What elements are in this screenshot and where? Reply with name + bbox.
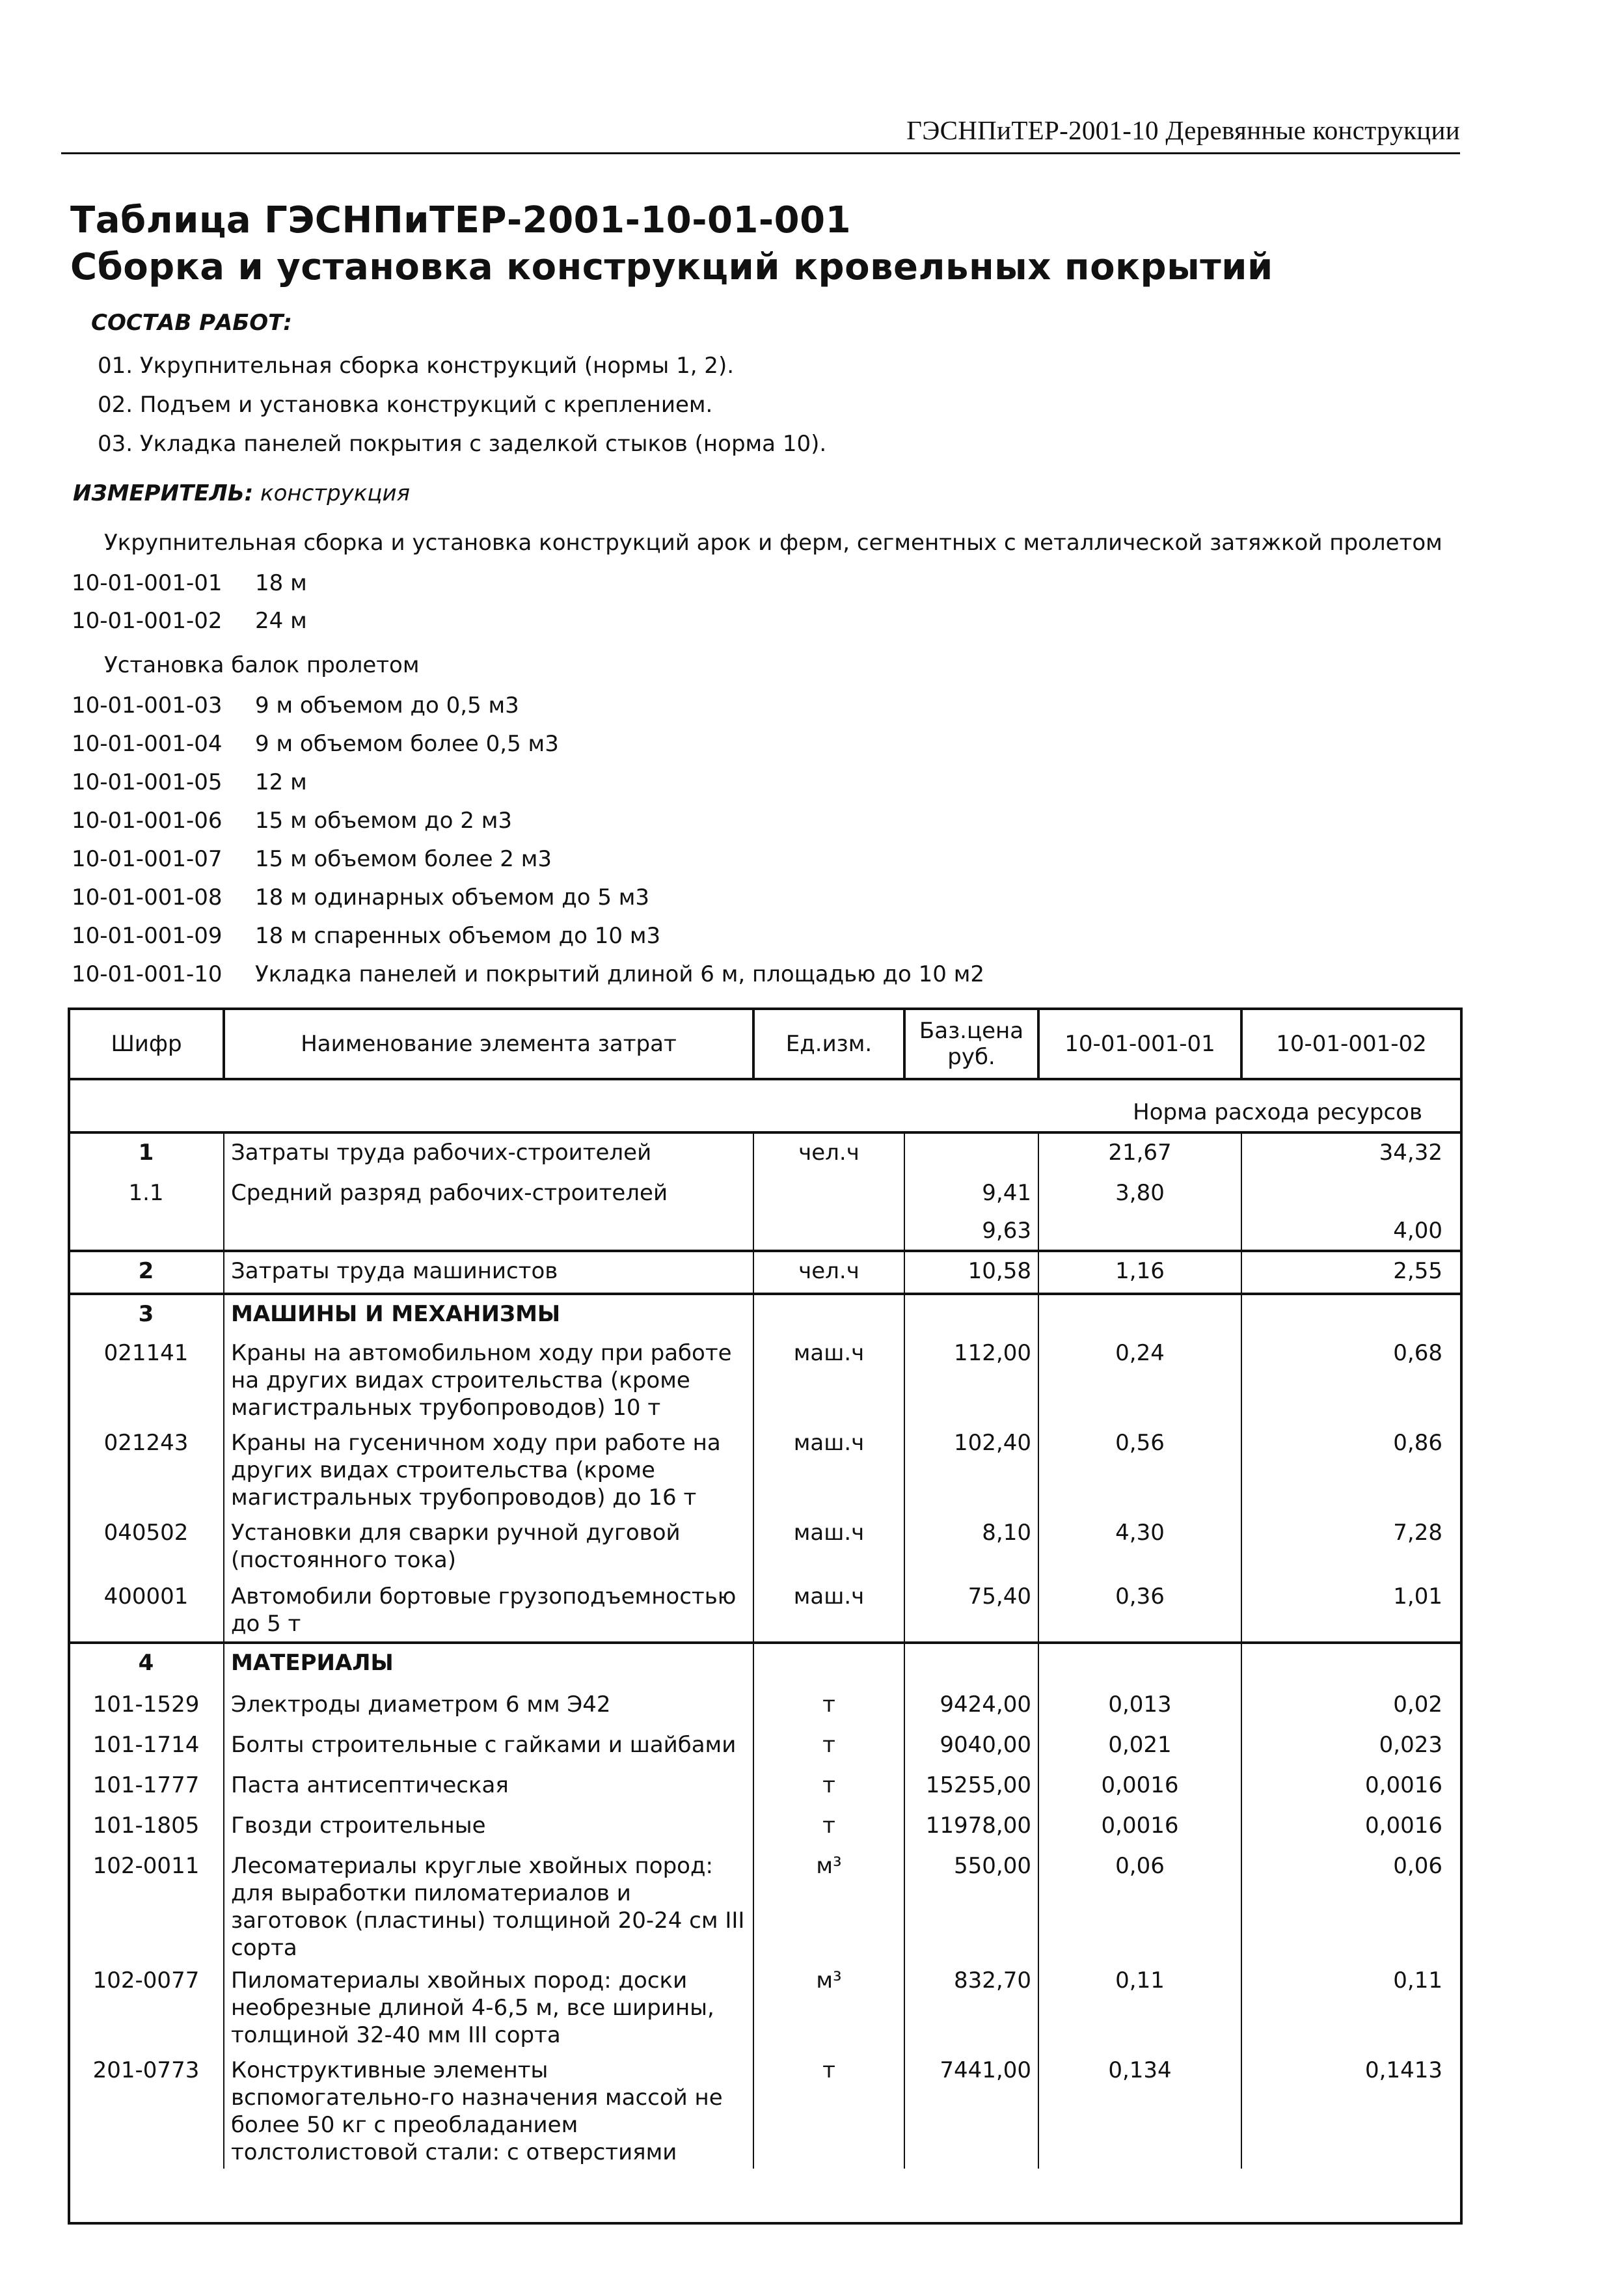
norm-desc: 9 м объемом до 0,5 м3 xyxy=(255,692,519,719)
table-row xyxy=(69,1578,1461,1643)
cell-norm-01 xyxy=(1038,1294,1241,1334)
composition-item: 01. Укрупнительная сборка конструкций (нормы 1, 2). xyxy=(98,353,735,379)
table-row xyxy=(69,2051,1461,2169)
cell-norm-02: 0,023 xyxy=(1241,1726,1461,1766)
table-row xyxy=(69,1251,1461,1294)
cell-price: 10,58 xyxy=(904,1251,1038,1294)
norm-desc: 15 м объемом до 2 м3 xyxy=(255,808,512,834)
cell-norm-02: 0,1413 xyxy=(1241,2051,1461,2169)
cell-code: 400001 xyxy=(103,1583,189,1610)
cell-unit xyxy=(753,1643,904,1686)
cell-code: 040502 xyxy=(103,1520,189,1546)
cell-norm-02 xyxy=(1241,1294,1461,1334)
cell-unit xyxy=(753,1212,904,1251)
cell-norm-01: 0,24 xyxy=(1038,1334,1241,1424)
col-header-code: Шифр xyxy=(69,1009,224,1079)
cell-norm-02: 0,06 xyxy=(1241,1847,1461,1962)
cell-norm-01: 0,11 xyxy=(1038,1962,1241,2051)
cell-name: Конструктивные элементы вспомогательно-го назначения массой не более 50 кг с преобладанием толстолистовой стали: с отверстиями xyxy=(224,2051,753,2169)
cell-price: 9040,00 xyxy=(904,1726,1038,1766)
norm-desc: 18 м xyxy=(255,570,307,596)
table-row xyxy=(69,1334,1461,1424)
cell-norm-02 xyxy=(1241,1643,1461,1686)
code-row xyxy=(72,769,307,795)
cell-unit: м³ xyxy=(753,1847,904,1962)
code-row xyxy=(72,692,519,719)
code-row xyxy=(72,961,984,987)
cell-price: 9424,00 xyxy=(904,1686,1038,1726)
cell-code: 2 xyxy=(69,1251,224,1294)
code-row xyxy=(72,608,307,634)
cell-price: 15255,00 xyxy=(904,1766,1038,1807)
cell-code xyxy=(69,1212,224,1251)
table-row xyxy=(69,1212,1461,1251)
cell-price: 550,00 xyxy=(904,1847,1038,1962)
cell-norm-02: 4,00 xyxy=(1241,1212,1461,1251)
norm-code: 10-01-001-02 xyxy=(72,608,223,634)
col-header-norm-01: 10-01-001-01 xyxy=(1038,1009,1241,1079)
cell-name: МАШИНЫ И МЕХАНИЗМЫ xyxy=(224,1294,753,1334)
cell-code: 201-0773 xyxy=(92,2057,200,2083)
cell-norm-02: 2,55 xyxy=(1241,1251,1461,1294)
norm-desc: 9 м объемом более 0,5 м3 xyxy=(255,731,559,757)
cell-norm-01: 0,56 xyxy=(1038,1424,1241,1514)
cell-unit: т xyxy=(753,1726,904,1766)
header-rule xyxy=(61,152,1460,154)
table-row xyxy=(69,1766,1461,1807)
norm-code: 10-01-001-04 xyxy=(72,731,223,757)
norm-caption: Норма расхода ресурсов xyxy=(1133,1099,1422,1125)
table-row xyxy=(69,1132,1461,1174)
norm-desc: Укладка панелей и покрытий длиной 6 м, площадью до 10 м2 xyxy=(255,961,985,987)
col-header-unit: Ед.изм. xyxy=(753,1009,904,1079)
cell-unit: маш.ч xyxy=(753,1424,904,1514)
code-row xyxy=(72,731,559,757)
cell-unit: маш.ч xyxy=(753,1578,904,1643)
cell-price: 7441,00 xyxy=(904,2051,1038,2169)
resource-table xyxy=(68,1007,1460,2222)
code-row xyxy=(72,923,660,949)
norm-caption-row xyxy=(69,1079,1461,1132)
norm-code: 10-01-001-07 xyxy=(72,846,223,872)
cell-code: 102-0011 xyxy=(92,1853,200,1879)
meter-value: конструкция xyxy=(260,480,411,506)
cell-name: Средний разряд рабочих-строителей xyxy=(224,1174,753,1212)
cell-name: Паста антисептическая xyxy=(224,1766,753,1807)
cell-price xyxy=(904,1294,1038,1334)
norm-code: 10-01-001-09 xyxy=(72,923,223,949)
cell-norm-01 xyxy=(1038,1643,1241,1686)
cell-price: 9,63 xyxy=(904,1212,1038,1251)
cell-code: 101-1714 xyxy=(92,1732,200,1758)
col-header-norm-02: 10-01-001-02 xyxy=(1241,1009,1461,1079)
norm-desc: 15 м объемом более 2 м3 xyxy=(255,846,552,872)
cell-code: 021243 xyxy=(103,1430,189,1456)
cell-price xyxy=(904,1643,1038,1686)
table-row xyxy=(69,1962,1461,2051)
cell-norm-02: 34,32 xyxy=(1241,1132,1461,1174)
cell-norm-02: 1,01 xyxy=(1241,1578,1461,1643)
cell-unit: т xyxy=(753,1686,904,1726)
cell-unit: т xyxy=(753,1807,904,1847)
cell-name: Пиломатериалы хвойных пород: доски необрезные длиной 4-6,5 м, все ширины, толщиной 32-40 мм III сорта xyxy=(224,1962,753,2051)
norm-code: 10-01-001-03 xyxy=(72,692,223,719)
cell-norm-02: 0,02 xyxy=(1241,1686,1461,1726)
cell-norm-01: 21,67 xyxy=(1038,1132,1241,1174)
col-header-price: Баз.цена руб. xyxy=(904,1009,1038,1079)
code-row xyxy=(72,884,649,911)
cell-price: 112,00 xyxy=(904,1334,1038,1424)
cell-norm-02: 0,11 xyxy=(1241,1962,1461,2051)
meter-line xyxy=(73,480,410,506)
code-row xyxy=(72,808,512,834)
cell-code: 1 xyxy=(69,1132,224,1174)
norm-desc: 18 м спаренных объемом до 10 м3 xyxy=(255,923,661,949)
cell-code: 021141 xyxy=(103,1340,189,1366)
cell-name: Гвозди строительные xyxy=(224,1807,753,1847)
table-row xyxy=(69,1686,1461,1726)
composition-label: СОСТАВ РАБОТ: xyxy=(91,310,292,336)
cell-unit: маш.ч xyxy=(753,1514,904,1578)
code-row xyxy=(72,846,552,872)
cell-norm-02: 0,86 xyxy=(1241,1424,1461,1514)
cell-name: Болты строительные с гайками и шайбами xyxy=(224,1726,753,1766)
cell-code: 101-1777 xyxy=(92,1772,200,1798)
cell-unit: т xyxy=(753,1766,904,1807)
cell-price: 75,40 xyxy=(904,1578,1038,1643)
cell-name: Краны на гусеничном ходу при работе на других видах строительства (кроме магистральных трубопроводов) до 16 т xyxy=(224,1424,753,1514)
cell-code: 101-1805 xyxy=(92,1813,200,1839)
code-row xyxy=(72,570,307,596)
group-heading: Укрупнительная сборка и установка конструкций арок и ферм, сегментных с металлической затяжкой пролетом xyxy=(104,530,1442,556)
cell-norm-02 xyxy=(1241,1174,1461,1212)
cell-code: 3 xyxy=(69,1294,224,1334)
norm-code: 10-01-001-10 xyxy=(72,961,223,987)
norm-code: 10-01-001-08 xyxy=(72,884,223,911)
cell-norm-02: 0,0016 xyxy=(1241,1807,1461,1847)
cell-code: 102-0077 xyxy=(92,1967,200,1994)
norm-desc: 12 м xyxy=(255,769,307,795)
composition-item: 02. Подъем и установка конструкций с креплением. xyxy=(98,392,713,418)
cell-name: Краны на автомобильном ходу при работе на других видах строительства (кроме магистральных трубопроводов) 10 т xyxy=(224,1334,753,1424)
cell-norm-01: 0,013 xyxy=(1038,1686,1241,1726)
cell-unit xyxy=(753,1294,904,1334)
cell-norm-01: 0,06 xyxy=(1038,1847,1241,1962)
cell-code: 101-1529 xyxy=(92,1692,200,1718)
norm-code: 10-01-001-06 xyxy=(72,808,223,834)
table-row xyxy=(69,1847,1461,1962)
cell-norm-01: 4,30 xyxy=(1038,1514,1241,1578)
cell-norm-02: 7,28 xyxy=(1241,1514,1461,1578)
cell-code: 1.1 xyxy=(128,1180,164,1206)
cell-name xyxy=(224,1212,753,1251)
cell-price xyxy=(904,1132,1038,1174)
table-row xyxy=(69,1424,1461,1514)
cell-norm-01: 0,36 xyxy=(1038,1578,1241,1643)
cell-price: 102,40 xyxy=(904,1424,1038,1514)
cell-name: Лесоматериалы круглые хвойных пород: для выработки пиломатериалов и заготовок (пластины) толщиной 20-24 см III сорта xyxy=(224,1847,753,1962)
norm-desc: 24 м xyxy=(255,608,307,634)
cell-norm-02: 0,0016 xyxy=(1241,1766,1461,1807)
table-subtitle: Сборка и установка конструкций кровельных покрытий xyxy=(70,246,1273,288)
norm-code: 10-01-001-05 xyxy=(72,769,223,795)
cell-norm-01 xyxy=(1038,1212,1241,1251)
group-heading: Установка балок пролетом xyxy=(104,652,420,678)
cell-name: Электроды диаметром 6 мм Э42 xyxy=(224,1686,753,1726)
table-row xyxy=(69,1643,1461,1686)
cell-unit: т xyxy=(753,2051,904,2169)
cell-norm-01: 0,0016 xyxy=(1038,1766,1241,1807)
cell-norm-01: 3,80 xyxy=(1038,1174,1241,1212)
cell-unit: маш.ч xyxy=(753,1334,904,1424)
norm-desc: 18 м одинарных объемом до 5 м3 xyxy=(255,884,650,911)
table-row xyxy=(69,1294,1461,1334)
cell-unit: чел.ч xyxy=(753,1132,904,1174)
cell-norm-01: 0,021 xyxy=(1038,1726,1241,1766)
running-header: ГЭСНПиТЕР-2001-10 Деревянные конструкции xyxy=(906,115,1460,145)
norm-code: 10-01-001-01 xyxy=(72,570,223,596)
col-header-name: Наименование элемента затрат xyxy=(224,1009,753,1079)
table-row xyxy=(69,1807,1461,1847)
cell-unit: м³ xyxy=(753,1962,904,2051)
table-row xyxy=(69,1174,1461,1212)
cell-norm-01: 0,0016 xyxy=(1038,1807,1241,1847)
table-header-row xyxy=(69,1009,1461,1079)
cell-norm-02: 0,68 xyxy=(1241,1334,1461,1424)
cell-name: Затраты труда рабочих-строителей xyxy=(224,1132,753,1174)
table-row xyxy=(69,1514,1461,1578)
cell-price: 8,10 xyxy=(904,1514,1038,1578)
cell-price: 9,41 xyxy=(904,1174,1038,1212)
cell-name: Установки для сварки ручной дуговой (постоянного тока) xyxy=(224,1514,753,1578)
cell-name: МАТЕРИАЛЫ xyxy=(224,1643,753,1686)
cell-norm-01: 0,134 xyxy=(1038,2051,1241,2169)
cell-price: 11978,00 xyxy=(904,1807,1038,1847)
cell-unit xyxy=(753,1174,904,1212)
cell-name: Автомобили бортовые грузоподъемностью до 5 т xyxy=(224,1578,753,1643)
cell-name: Затраты труда машинистов xyxy=(224,1251,753,1294)
cell-unit: чел.ч xyxy=(753,1251,904,1294)
cell-norm-01: 1,16 xyxy=(1038,1251,1241,1294)
meter-label: ИЗМЕРИТЕЛЬ: xyxy=(73,480,254,506)
cell-price: 832,70 xyxy=(904,1962,1038,2051)
cell-code: 4 xyxy=(69,1643,224,1686)
table-title: Таблица ГЭСНПиТЕР-2001-10-01-001 xyxy=(70,199,852,241)
table-row xyxy=(69,1726,1461,1766)
composition-item: 03. Укладка панелей покрытия с заделкой стыков (норма 10). xyxy=(98,431,827,457)
